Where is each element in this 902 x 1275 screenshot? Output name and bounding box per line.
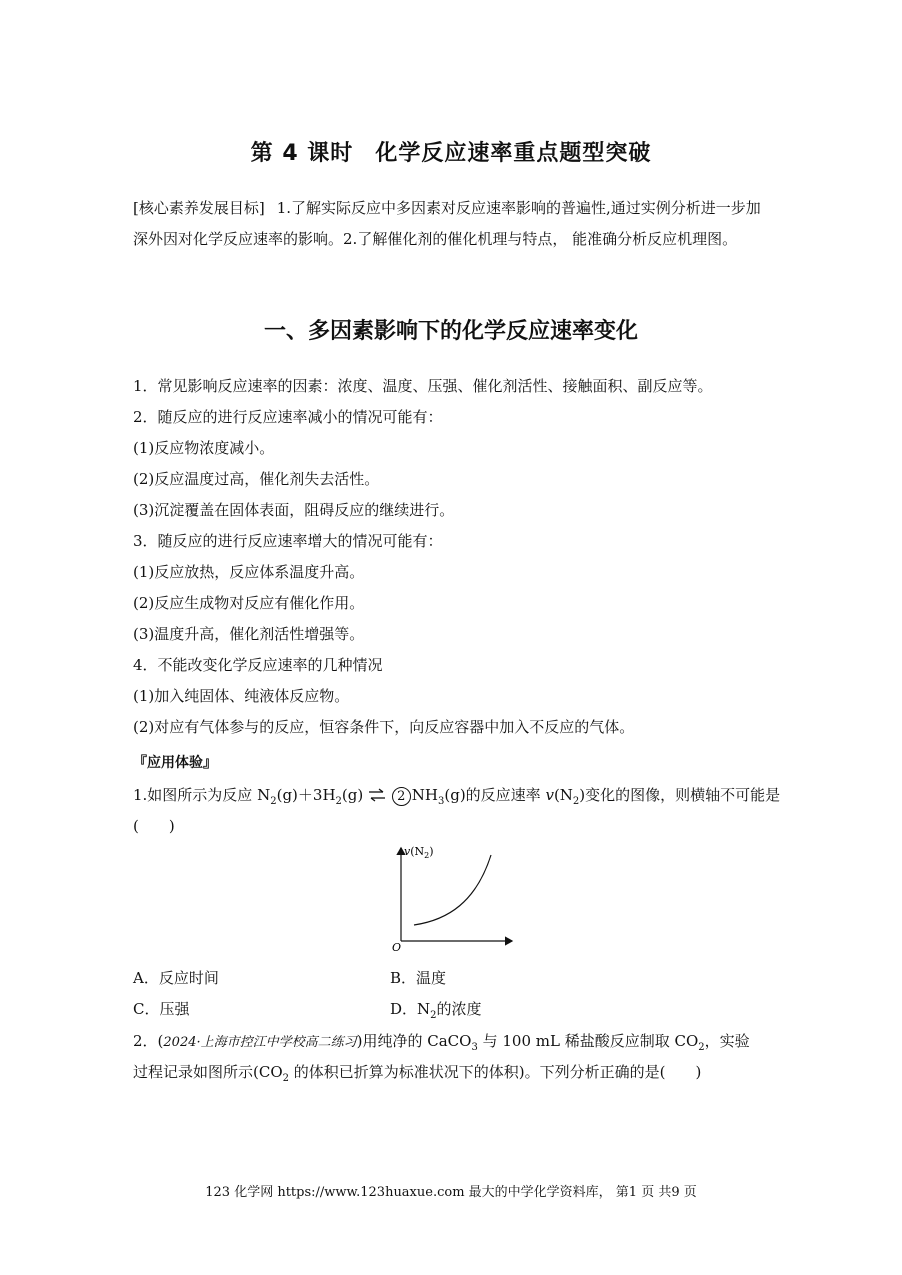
question-2-line-2: 过程记录如图所示($CO_2$ 的体积已折算为标准状况下的体积)。下列分析正确的是( ) <box>133 1063 702 1084</box>
option-d: D．$N_2$的浓度 <box>390 1000 482 1021</box>
point-3-3: (3)温度升高，催化剂活性增强等。 <box>133 625 365 643</box>
point-3-2: (2)反应生成物对反应有催化作用。 <box>133 594 365 612</box>
point-1: 1．常见影响反应速率的因素：浓度、温度、压强、催化剂活性、接触面积、副反应等。 <box>133 377 713 395</box>
option-a: A．反应时间 <box>133 969 219 987</box>
lesson-title <box>0 136 902 167</box>
point-2-1: (1)反应物浓度减小。 <box>133 439 275 457</box>
rate-curve <box>414 855 491 925</box>
rate-graph <box>388 840 518 955</box>
question-1-stem: 1.如图所示为反应 $N_2(g)+3H_2(g)$ 2 $NH_3(g)$的反应速率 $v(N_2)$变化的图像，则横轴不可能是 <box>133 786 781 807</box>
y-axis-label: $v(N_2)$ <box>404 845 434 860</box>
coefficient-circle: 2 <box>392 787 411 806</box>
practice-label: 『应用体验』 <box>133 755 217 771</box>
point-4: 4．不能改变化学反应速率的几种情况 <box>133 656 383 674</box>
question-2-line-1: 2．(2024·上海市控江中学校高二练习)用纯净的 CaCO$_3$ 与 100 mL 稀盐酸反应制取 $CO_2$，实验 <box>133 1032 750 1053</box>
point-2-3: (3)沉淀覆盖在固体表面，阻碍反应的继续进行。 <box>133 501 455 519</box>
origin-label: O <box>392 941 402 954</box>
question-1-blank: ( ) <box>133 817 175 835</box>
option-c: C．压强 <box>133 1000 190 1018</box>
point-3-1: (1)反应放热，反应体系温度升高。 <box>133 563 365 581</box>
point-3: 3．随反应的进行反应速率增大的情况可能有： <box>133 532 443 550</box>
page-footer: 123 化学网 https://www.123huaxue.com 最大的中学化学资料库， 第1 页 共9 页 <box>205 1185 697 1200</box>
lesson-number: 第 4 课时 <box>250 141 354 166</box>
learning-goals <box>133 193 773 255</box>
point-2: 2．随反应的进行反应速率减小的情况可能有： <box>133 408 443 426</box>
lesson-topic: 化学反应速率重点题型突破 <box>375 141 652 166</box>
goals-text: 1.了解实际反应中多因素对反应速率影响的普遍性,通过实例分析进一步加深外因对化学反应速率的影响。2.了解催化剂的催化机理与特点， 能准确分析反应机理图。 <box>133 199 761 248</box>
point-2-2: (2)反应温度过高，催化剂失去活性。 <box>133 470 380 488</box>
goals-tag: [核心素养发展目标] <box>133 199 265 217</box>
point-4-2: (2)对应有气体参与的反应，恒容条件下，向反应容器中加入不反应的气体。 <box>133 718 635 736</box>
section-title: 一、多因素影响下的化学反应速率变化 <box>263 319 638 344</box>
point-4-1: (1)加入纯固体、纯液体反应物。 <box>133 687 350 705</box>
option-b: B．温度 <box>390 969 447 987</box>
question-source: 2024·上海市控江中学校高二练习 <box>163 1035 357 1050</box>
reversible-arrow-icon <box>368 788 386 802</box>
